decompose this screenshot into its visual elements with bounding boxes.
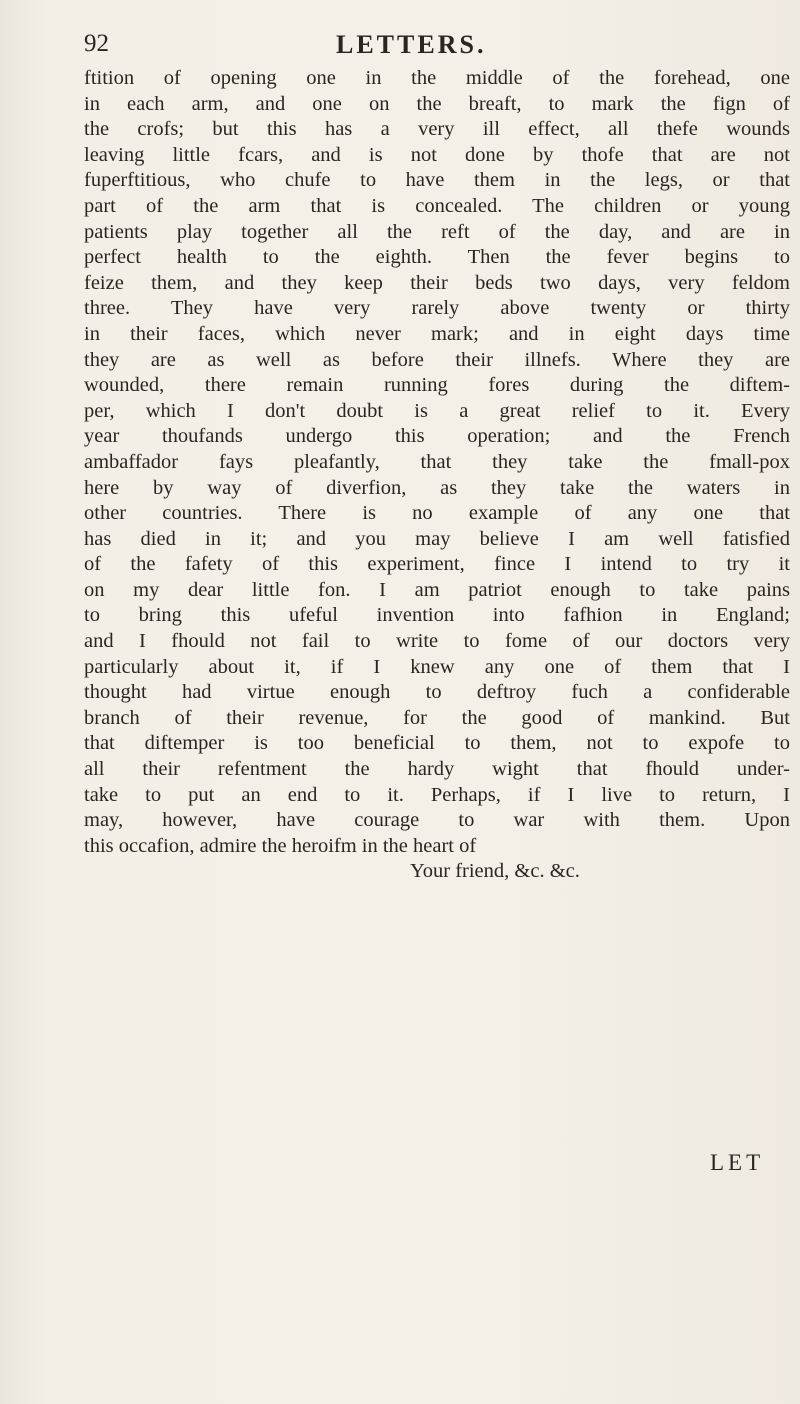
letter-closing: Your friend, &c. &c. (410, 860, 580, 883)
text-line: perfect health to the eighth. Then the fever begins to (84, 246, 790, 269)
text-line: here by way of diverfion, as they take the waters in (84, 476, 790, 499)
text-line: has died in it; and you may believe I am well fatisfied (84, 527, 790, 550)
text-line: take to put an end to it. Perhaps, if I live to return, I (84, 783, 790, 806)
text-line: all their refentment the hardy wight that fhould under- (84, 758, 790, 781)
text-line: wounded, there remain running fores during the diftem- (84, 374, 790, 397)
text-line: leaving little fcars, and is not done by thofe that are not (84, 143, 790, 166)
page-header (84, 30, 794, 62)
text-line: part of the arm that is concealed. The children or young (84, 194, 790, 217)
text-line: patients play together all the reft of the day, and are in (84, 220, 790, 243)
text-line: that diftemper is too beneficial to them, not to expofe to (84, 732, 790, 755)
text-line: year thoufands undergo this operation; and the French (84, 425, 790, 448)
text-line: this occafion, admire the heroifm in the heart of (84, 834, 477, 857)
text-line: branch of their revenue, for the good of mankind. But (84, 706, 790, 729)
text-line: they are as well as before their illnefs. Where they are (84, 348, 790, 371)
text-line: fuperftitious, who chufe to have them in the legs, or that (84, 169, 790, 192)
text-line: in their faces, which never mark; and in eight days time (84, 322, 790, 345)
text-line: three. They have very rarely above twenty or thirty (84, 297, 790, 320)
text-line: the crofs; but this has a very ill effect, all thefe wounds (84, 118, 790, 141)
text-line: other countries. There is no example of any one that (84, 502, 790, 525)
text-line: to bring this ufeful invention into fafhion in England; (84, 604, 790, 627)
text-line: in each arm, and one on the breaft, to mark the fign of (84, 92, 790, 115)
text-line: on my dear little fon. I am patriot enough to take pains (84, 578, 790, 601)
running-head: LETTERS. (336, 30, 487, 59)
text-line: per, which I don't doubt is a great relief to it. Every (84, 399, 790, 422)
text-line: and I fhould not fail to write to fome of our doctors very (84, 630, 790, 653)
text-line: ambaffador fays pleafantly, that they take the fmall-pox (84, 450, 790, 473)
body-text (84, 66, 790, 885)
catchword: LET (710, 1150, 765, 1175)
page-number: 92 (84, 30, 109, 57)
text-line: thought had virtue enough to deftroy fuch a confiderable (84, 681, 790, 704)
text-line: feize them, and they keep their beds two days, very feldom (84, 271, 790, 294)
text-line: of the fafety of this experiment, fince I intend to try it (84, 553, 790, 576)
text-line: may, however, have courage to war with them. Upon (84, 809, 790, 832)
text-line: particularly about it, if I knew any one of them that I (84, 655, 790, 678)
text-line: ftition of opening one in the middle of the forehead, one (84, 67, 790, 89)
